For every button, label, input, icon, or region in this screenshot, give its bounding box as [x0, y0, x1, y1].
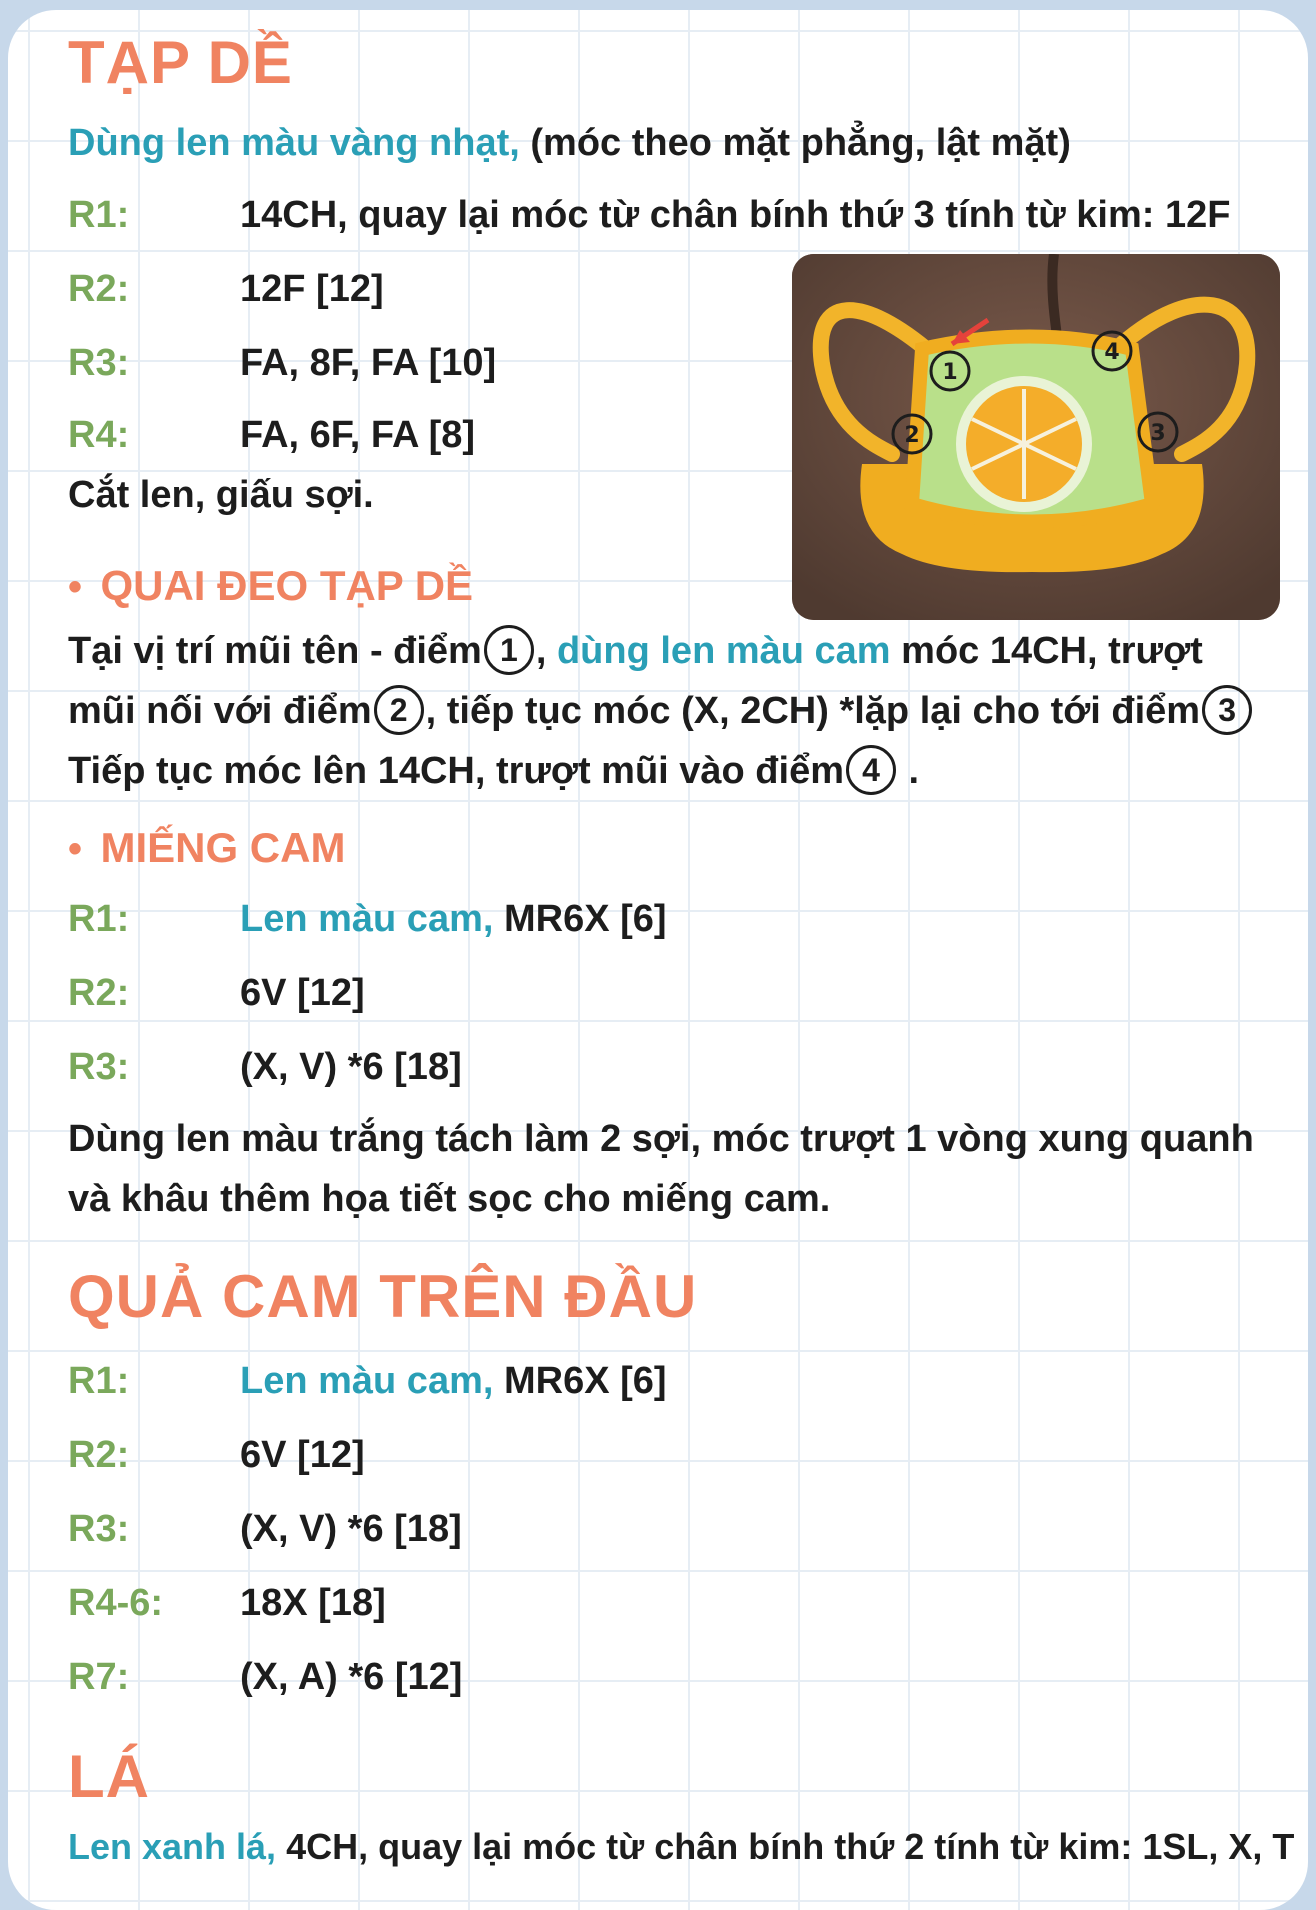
apron-yarn-color: Dùng len màu vàng nhạt, [68, 122, 520, 164]
strap-text: , tiếp tục móc (X, 2CH) *lặp lại cho tới điểm [425, 690, 1201, 733]
apron-intro [68, 122, 1071, 165]
orange-row-label: R1: [68, 1360, 130, 1402]
marker-2-label: 2 [904, 423, 920, 448]
strap-text: , [535, 630, 557, 673]
orange-row-label: R3: [68, 1508, 130, 1550]
marker-3-icon: 3 [1202, 685, 1252, 735]
orange-row-text: 6V [12] [240, 1434, 365, 1476]
slice-row-label: R2: [68, 972, 130, 1014]
leaf-title: LÁ [68, 1743, 150, 1810]
strap-text: Tiếp tục móc lên 14CH, trượt mũi vào điểm [68, 750, 844, 793]
strap-line-2 [68, 688, 1254, 738]
apron-row-label: R1: [68, 194, 130, 236]
orange-row-label: R4-6: [68, 1582, 164, 1624]
marker-4-label: 4 [1104, 340, 1120, 365]
marker-3-label: 3 [1150, 421, 1166, 446]
orange-title: QUẢ CAM TRÊN ĐẦU [68, 1263, 698, 1330]
strap-text: móc 14CH, trượt [890, 630, 1203, 673]
slice-row-label: R3: [68, 1046, 130, 1088]
bullet-icon: • [68, 565, 83, 609]
orange-row-text: (X, A) *6 [12] [240, 1656, 463, 1698]
apron-row-text: FA, 6F, FA [8] [240, 414, 476, 456]
orange-row-text: 18X [18] [240, 1582, 386, 1624]
leaf-yarn-color: Len xanh lá, [68, 1826, 277, 1867]
apron-row-label: R2: [68, 268, 130, 310]
marker-4-icon: 4 [846, 745, 896, 795]
strap-title: QUAI ĐEO TẠP DỀ [100, 562, 474, 609]
slice-row-text [240, 898, 667, 941]
bullet-icon: • [68, 827, 83, 871]
marker-1-icon: 1 [484, 625, 534, 675]
marker-2-icon: 2 [374, 685, 424, 735]
slice-title: MIẾNG CAM [100, 824, 346, 871]
slice-heading [68, 824, 345, 872]
apron-row-text: 12F [12] [240, 268, 384, 310]
marker-1-label: 1 [942, 360, 958, 385]
apron-intro-note: (móc theo mặt phẳng, lật mặt) [519, 122, 1071, 164]
slice-row-value: MR6X [6] [493, 898, 667, 940]
apron-illustration [792, 254, 1280, 620]
leaf-instructions [68, 1826, 1294, 1868]
slice-row-label: R1: [68, 898, 130, 940]
orange-row-value: MR6X [6] [493, 1360, 667, 1402]
leaf-row-value: 4CH, quay lại móc từ chân bính thứ 2 tính từ kim: 1SL, X, T [276, 1826, 1295, 1867]
slice-yarn-color: Len màu cam, [240, 898, 494, 940]
apron-row-label: R3: [68, 342, 130, 384]
apron-row-text: FA, 8F, FA [10] [240, 342, 497, 384]
strap-text: Tại vị trí mũi tên - điểm [68, 630, 482, 673]
apron-finish-note: Cắt len, giấu sợi. [68, 474, 374, 516]
slice-note-line-2: và khâu thêm họa tiết sọc cho miếng cam. [68, 1178, 831, 1220]
orange-row-label: R7: [68, 1656, 130, 1698]
apron-row-text: 14CH, quay lại móc từ chân bính thứ 3 tính từ kim: 12F [240, 194, 1231, 236]
slice-row-text: (X, V) *6 [18] [240, 1046, 462, 1088]
orange-row-text [240, 1360, 667, 1403]
strap-yarn-color: dùng len màu cam [556, 630, 891, 673]
strap-text: . [898, 750, 920, 793]
orange-row-text: (X, V) *6 [18] [240, 1508, 462, 1550]
strap-line-1 [68, 628, 1203, 678]
orange-yarn-color: Len màu cam, [240, 1360, 494, 1402]
strap-heading [68, 562, 473, 610]
slice-row-text: 6V [12] [240, 972, 365, 1014]
apron-photo [792, 254, 1280, 620]
strap-text: mũi nối với điểm [68, 690, 372, 733]
strap-line-3 [68, 748, 919, 798]
apron-row-label: R4: [68, 414, 130, 456]
slice-note-line-1: Dùng len màu trắng tách làm 2 sợi, móc trượt 1 vòng xung quanh [68, 1118, 1254, 1160]
apron-title: TẠP DỀ [68, 29, 293, 96]
orange-row-label: R2: [68, 1434, 130, 1476]
